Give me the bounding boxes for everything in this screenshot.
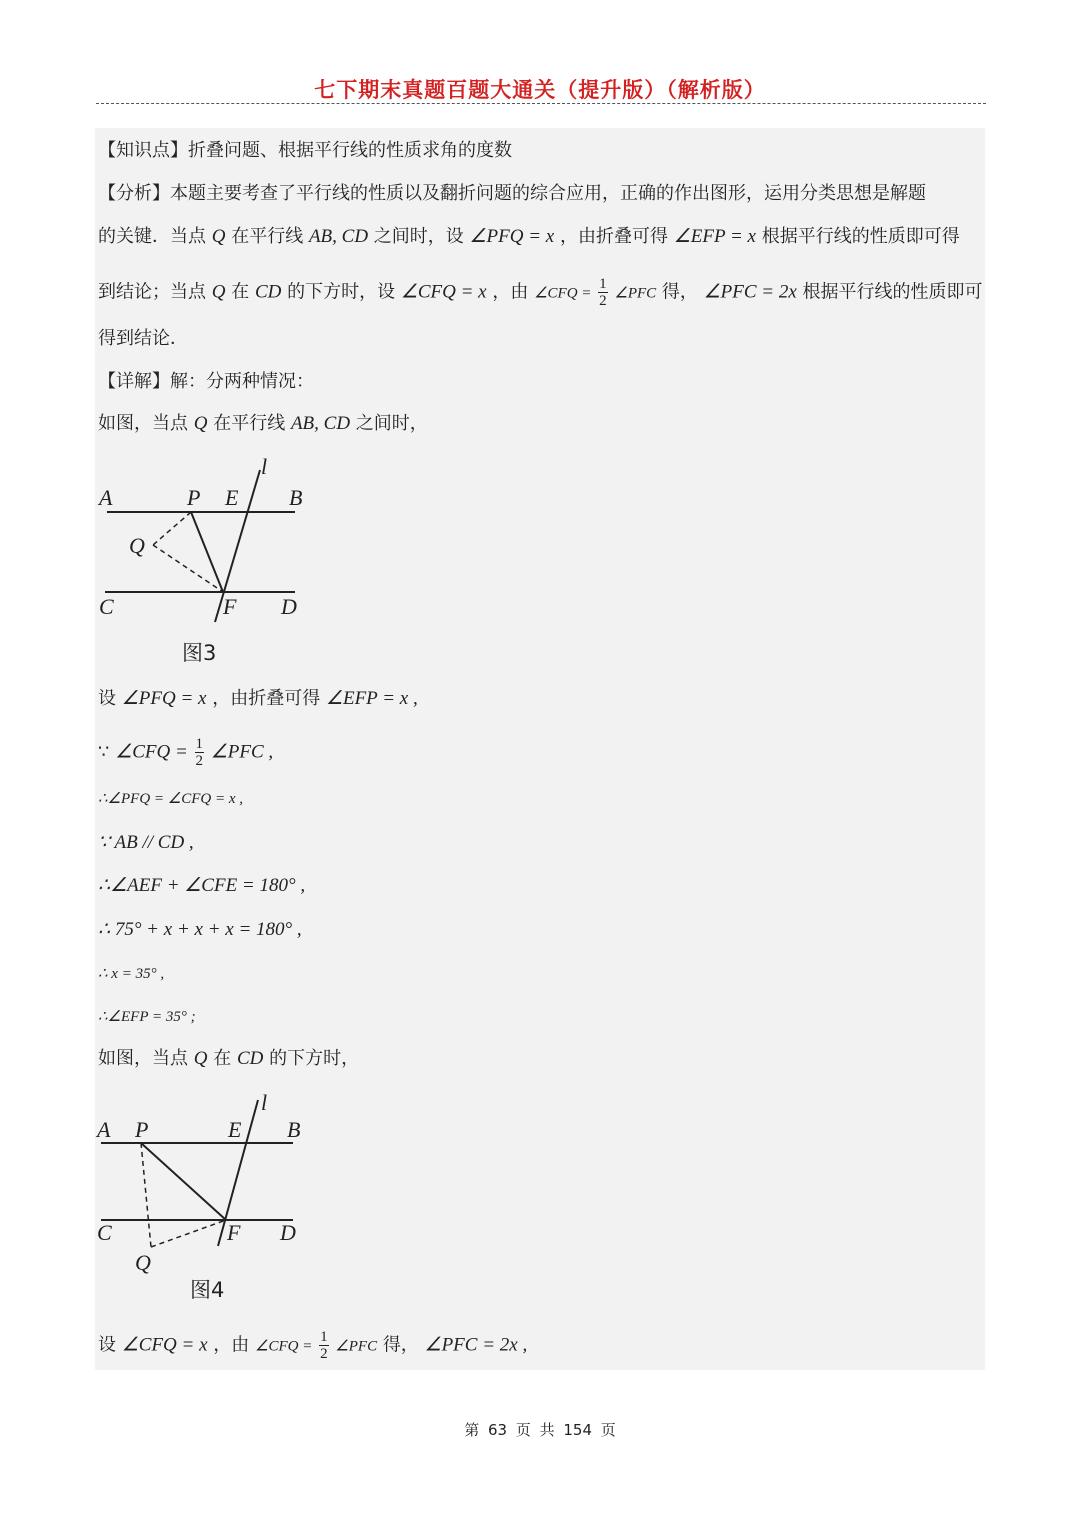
text: 设 [98, 1334, 116, 1356]
text: 在平行线 [213, 413, 286, 434]
math-cfq-x: ∠CFQ = x [121, 1334, 208, 1356]
page-footer: 第 63 页 共 154 页 [464, 1421, 616, 1439]
text: 在 [231, 281, 250, 303]
label-e: E [225, 485, 239, 510]
segment-qf-dashed [151, 1220, 226, 1247]
step-5 [98, 874, 305, 898]
text: ，由折叠可得 [559, 226, 668, 247]
segment-qf-dashed [153, 545, 223, 592]
figure-3-caption: 图3 [182, 641, 217, 665]
step-8 [98, 1004, 196, 1029]
text: ，由 [492, 281, 529, 303]
document-header-title: 七下期末真题百题大通关（提升版）（解析版） [314, 78, 766, 102]
math-ab-cd: AB, CD [308, 226, 369, 247]
label-q: Q [129, 533, 145, 558]
text: 如图，当点 [98, 413, 188, 434]
label-p: P [135, 1117, 149, 1142]
math-step: ∴∠AEF + ∠CFE = 180° , [98, 875, 306, 896]
math-efp-x: ∠EFP = x [673, 226, 756, 247]
math-pfc-2x: ∠PFC = 2x , [424, 1334, 528, 1356]
final-line [98, 1329, 527, 1362]
header-divider [96, 103, 986, 104]
figure-4-caption: 图4 [190, 1278, 225, 1302]
text: 根据平行线的性质即可 [802, 281, 983, 303]
label-f: F [223, 594, 237, 619]
math-step: ∴∠EFP = 35° ; [98, 1009, 196, 1025]
fraction-half [195, 736, 205, 769]
step-4 [98, 831, 194, 855]
knowledge-point: 【知识点】折叠问题、根据平行线的性质求角的度数 [98, 140, 512, 161]
math-cd: CD [254, 281, 282, 303]
analysis-line-1: 【分析】本题主要考查了平行线的性质以及翻折问题的综合应用，正确的作出图形，运用分类思想是解题 [98, 183, 926, 204]
analysis-line-3 [98, 276, 983, 309]
label-a: A [99, 485, 113, 510]
math-pfq-x: ∠PFQ = x [121, 688, 207, 709]
analysis-line-4: 得到结论． [98, 328, 188, 349]
label-c: C [97, 1220, 112, 1245]
math-cfq-eq: ∠CFQ = [534, 285, 592, 302]
math-q: Q [193, 413, 208, 434]
label-e: E [228, 1117, 242, 1142]
text: 如图，当点 [98, 1048, 188, 1069]
text: 的关键．当点 [98, 226, 206, 247]
math-cfq-eq: ∠CFQ = [115, 741, 188, 763]
fraction-numerator: 1 [599, 276, 607, 292]
text: 得， [661, 281, 698, 303]
math-cfq-x: ∠CFQ = x [400, 281, 487, 303]
figure-4-diagram [95, 1090, 325, 1275]
label-b: B [289, 485, 303, 510]
math-step: ∴ 75° + x + x + x = 180° , [98, 919, 302, 940]
segment-pq-dashed [141, 1143, 151, 1247]
text: 的下方时， [269, 1048, 360, 1069]
step-1 [98, 687, 418, 711]
step-3 [98, 786, 243, 811]
math-q: Q [193, 1048, 208, 1069]
fraction-half [598, 276, 608, 309]
text: 设 [98, 688, 116, 709]
label-c: C [99, 594, 114, 619]
detail-heading: 【详解】解：分两种情况： [98, 371, 314, 392]
text: 之间时， [355, 413, 428, 434]
text: ，由 [213, 1334, 250, 1356]
fraction-denominator: 2 [195, 753, 204, 769]
label-l: l [261, 1090, 268, 1115]
math-cd: CD [236, 1048, 264, 1069]
math-pfc: ∠PFC [335, 1338, 378, 1355]
text: 到结论；当点 [98, 281, 206, 303]
step-7 [98, 961, 164, 986]
math-cfq-eq: ∠CFQ = [255, 1338, 313, 1355]
math-ab-cd: AB, CD [290, 413, 351, 434]
label-l: l [261, 454, 268, 479]
text: 之间时，设 [373, 226, 464, 247]
fraction-denominator: 2 [320, 1346, 328, 1362]
label-d: D [280, 1220, 296, 1245]
text: 得， [382, 1334, 419, 1356]
label-f: F [227, 1220, 241, 1245]
label-d: D [281, 594, 297, 619]
text: ，由折叠可得 [212, 688, 321, 709]
case2-intro [98, 1047, 359, 1071]
segment-pq-dashed [153, 512, 191, 545]
math-step: ∴∠PFQ = ∠CFQ = x , [98, 791, 243, 807]
segment-pf [191, 512, 223, 592]
math-step: ∴ x = 35° , [98, 966, 165, 982]
text: 在平行线 [231, 226, 304, 247]
analysis-line-2 [98, 225, 960, 249]
math-pfc-2x: ∠PFC = 2x [703, 281, 797, 303]
label-a: A [97, 1117, 111, 1142]
math-efp-x: ∠EFP = x , [325, 688, 418, 709]
label-b: B [287, 1117, 301, 1142]
segment-pf [141, 1143, 226, 1220]
step-2 [98, 736, 273, 769]
text: 根据平行线的性质即可得 [761, 226, 960, 247]
fraction-numerator: 1 [195, 736, 204, 752]
figure-3-diagram [95, 450, 325, 630]
fraction-half [319, 1329, 329, 1362]
label-q: Q [135, 1250, 151, 1275]
math-q: Q [211, 226, 226, 247]
label-p: P [187, 485, 201, 510]
case1-intro [98, 412, 428, 436]
math-pfc: ∠PFC [614, 285, 657, 302]
because-symbol: ∵ [98, 741, 110, 763]
math-pfq-x: ∠PFQ = x [469, 226, 555, 247]
text: 的下方时，设 [287, 281, 396, 303]
text: 在 [213, 1048, 232, 1069]
fraction-denominator: 2 [599, 293, 607, 309]
step-6 [98, 918, 302, 942]
math-pfc: ∠PFC , [210, 741, 274, 763]
fraction-numerator: 1 [320, 1329, 328, 1345]
math-q: Q [211, 281, 226, 303]
math-step: ∵ AB // CD , [98, 832, 194, 853]
